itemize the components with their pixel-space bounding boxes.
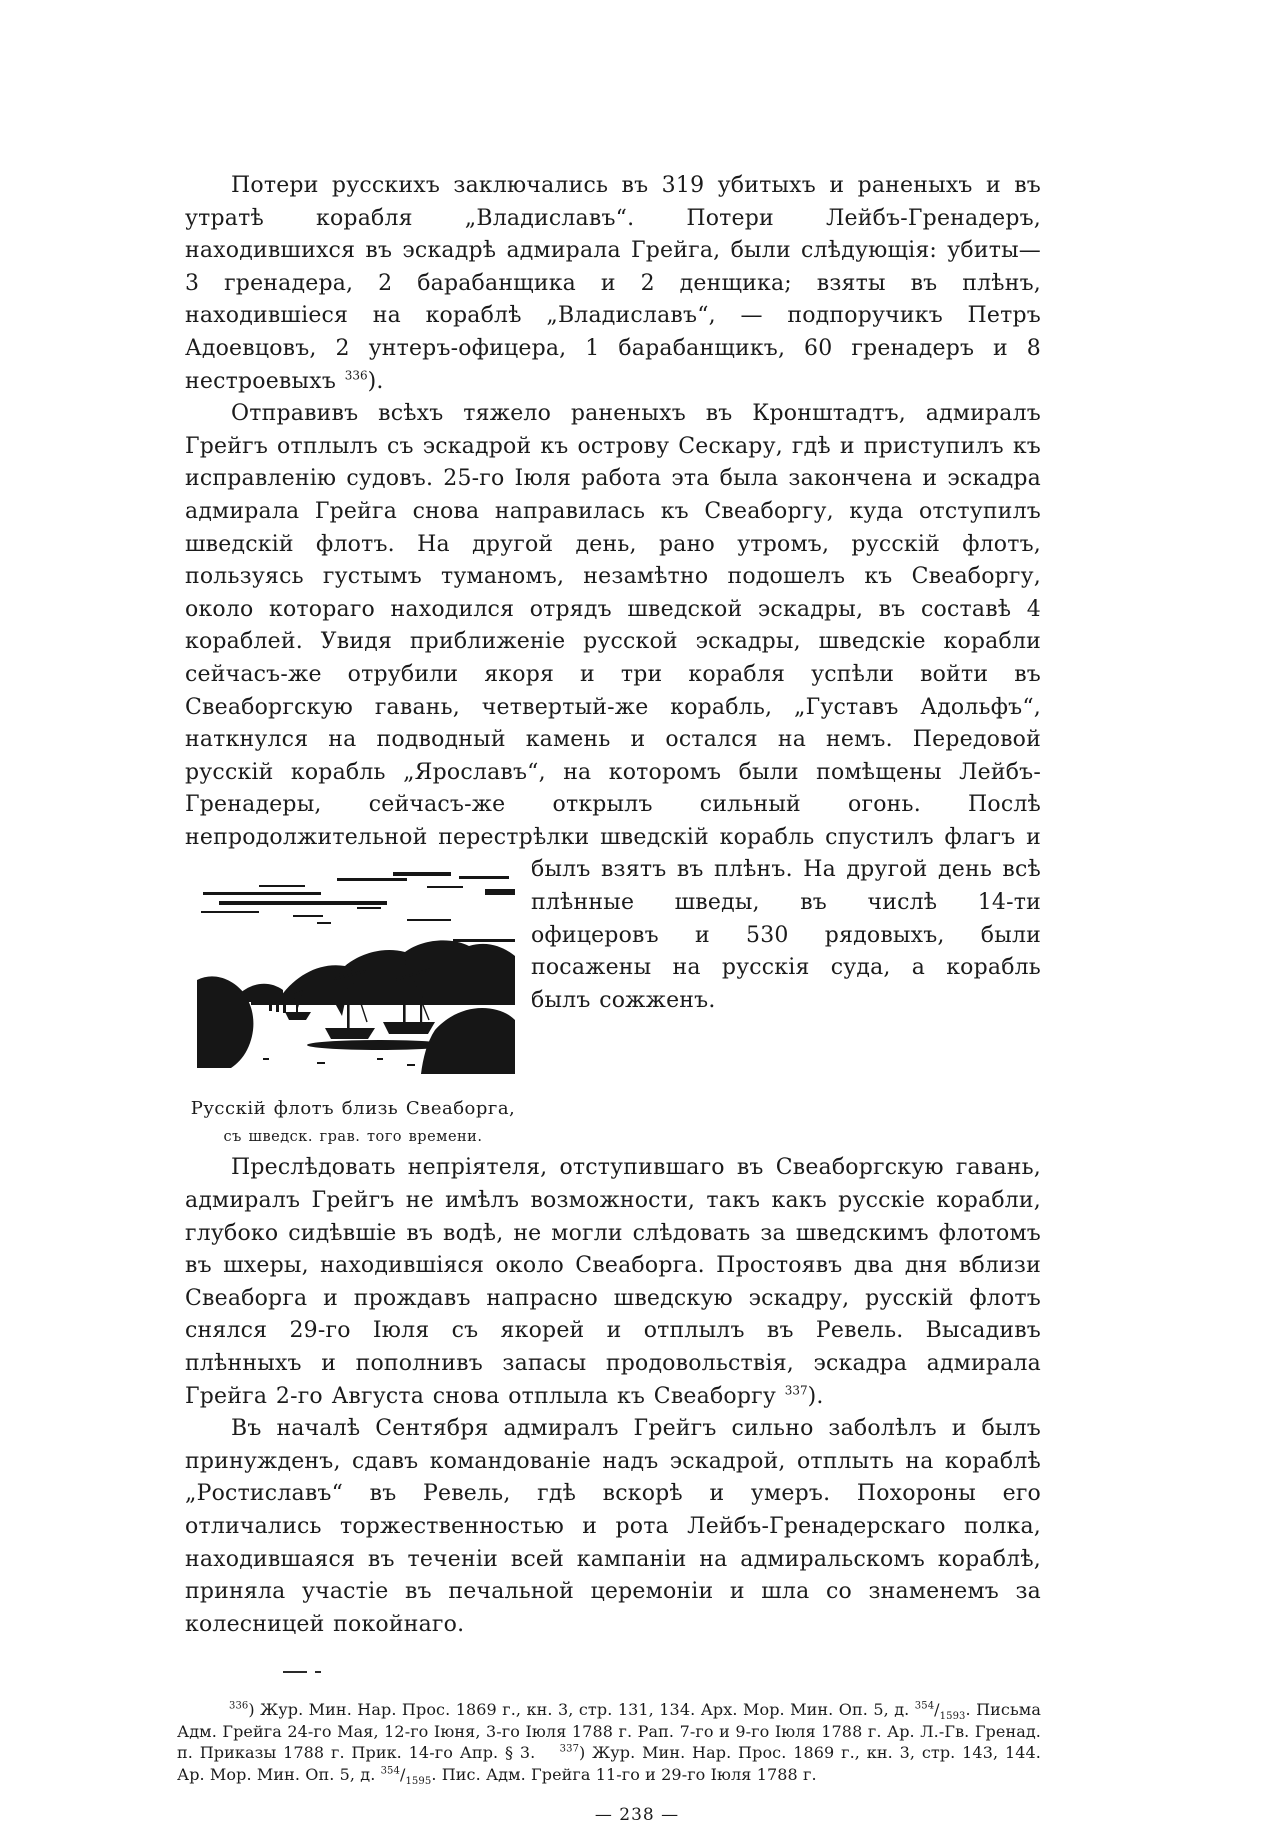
footnote-divider (283, 1671, 307, 1673)
sky-streaks (201, 872, 515, 942)
waterline (251, 1000, 515, 1005)
paragraph-3: Преслѣдовать непріятеля, отступившаго въ Свеаборгскую гавань, адмиралъ Грейгъ не имѣлъ возможности, такъ какъ русскіе корабли, глубоко сидѣвшіе въ водѣ, не могли слѣдовать за шведскимъ флотомъ въ шхеры, находившіяся около Свеаборга. Простоявъ два дня вблизи Свеаборга и прождавъ напрасно шведскую эскадру, русскій флотъ снялся 29-го Іюля съ якорей и отплылъ въ Ревель. Высадивъ плѣнныхъ и пополнивъ запасы продовольствія, эскадра адмирала Грейга 2-го Августа снова отплыла къ Свеаборгу $^{337}$). (185, 1155, 1041, 1409)
page-content (177, 170, 1041, 1825)
hills-silhouette (237, 941, 515, 1005)
paragraph-2 (185, 398, 1041, 1152)
figure-caption-line2: съ шведск. грав. того времени. (223, 1129, 483, 1146)
paragraph-2-text-a: Отправивъ всѣхъ тяжело раненыхъ въ Кронштадтъ, адмиралъ Грейгъ отплылъ съ эскадрой къ острову Сескару, гдѣ и приступилъ къ исправленію судовъ. 25-го Іюля работа эта была закончена и эскадра адмирала Грейга снова направилась къ Свеаборгу, куда отступилъ шведскій флотъ. На другой день, рано утромъ, русскій флотъ, пользуясь густымъ туманомъ, незамѣтно подошелъ къ Свеаборгу, около котораго находился отрядъ шведской эскадры, въ составѣ 4 кораблей. Увидя приближеніе русской эскадры, шведскіе корабли сейчасъ-же отрубили якоря и три корабля успѣли войти въ Свеаборгскую гавань, четвертый-же корабль, „Густавъ Адольфъ“, наткнулся на подводный камень и остался на немъ. Передовой русскій корабль „Ярославъ“, на которомъ были помѣщены Лейбъ-Гренадеры, сейчасъ-же открылъ сильный огонь. Послѣ непродолжительной перестрѣлки шведскій корабль спустилъ флагъ и былъ взятъ въ плѣнъ. На другой (185, 401, 1041, 883)
footnotes: $^{336}$) Жур. Мин. Нар. Прос. 1869 г., кн. 3, стр. 131, 134. Арх. Мор. Мин. Оп. 5, д. $^{354}/_{1593}$. Письма Адм. Грейга 24-го Мая, 12-го Іюня, 3-го Іюля 1788 г. Рап. 7-го и 9-го Іюля 1788 г. Ар. Л.-Гв. Гренад. п. Приказы 1788 г. Прик. 14-го Апр. § 3. $^{337}$) Жур. Мин. Нар. Прос. 1869 г., кн. 3, стр. 143, 144. Ар. Мор. Мин. Оп. 5, д. $^{354}/_{1595}$. Пис. Адм. Грейга 11-го и 29-го Іюля 1788 г. (177, 1700, 1041, 1788)
paragraph-2-text-b: день всѣ плѣнные шведы, въ числѣ 14-ти офицеровъ и 530 рядовыхъ, были посажены на русскія суда, а корабль былъ сожженъ. (531, 857, 1041, 1013)
engraving-figure (185, 862, 521, 1146)
engraving-illustration (197, 862, 515, 1074)
paragraph-1: Потери русскихъ заключались въ 319 убитыхъ и раненыхъ и въ утратѣ корабля „Владиславъ“. Потери Лейбъ-Гренадеръ, находившихся въ эскадрѣ адмирала Грейга, были слѣдующія: убиты—3 гренадера, 2 барабанщика и 2 денщика; взяты въ плѣнъ, находившіеся на кораблѣ „Владиславъ“, — подпоручикъ Петръ Адоевцовъ, 2 унтеръ-офицера, 1 барабанщикъ, 60 гренадеръ и 8 нестроевыхъ $^{336}$). (185, 173, 1041, 394)
page-number: — 238 — (594, 1805, 680, 1825)
paragraph-4: Въ началѣ Сентября адмиралъ Грейгъ сильно заболѣлъ и былъ принужденъ, сдавъ командованіе надъ эскадрой, отплыть на кораблѣ „Ростиславъ“ въ Ревель, гдѣ вскорѣ и умеръ. Похороны его отличались торжественностью и рота Лейбъ-Гренадерскаго полка, находившаяся въ теченіи всей кампаніи на адмиральскомъ кораблѣ, приняла участіе въ печальной церемоніи и шла со знаменемъ за колесницей покойнаго. (185, 1416, 1041, 1637)
figure-caption-line1: Русскій флотъ близь Свеаборга, (190, 1098, 516, 1120)
